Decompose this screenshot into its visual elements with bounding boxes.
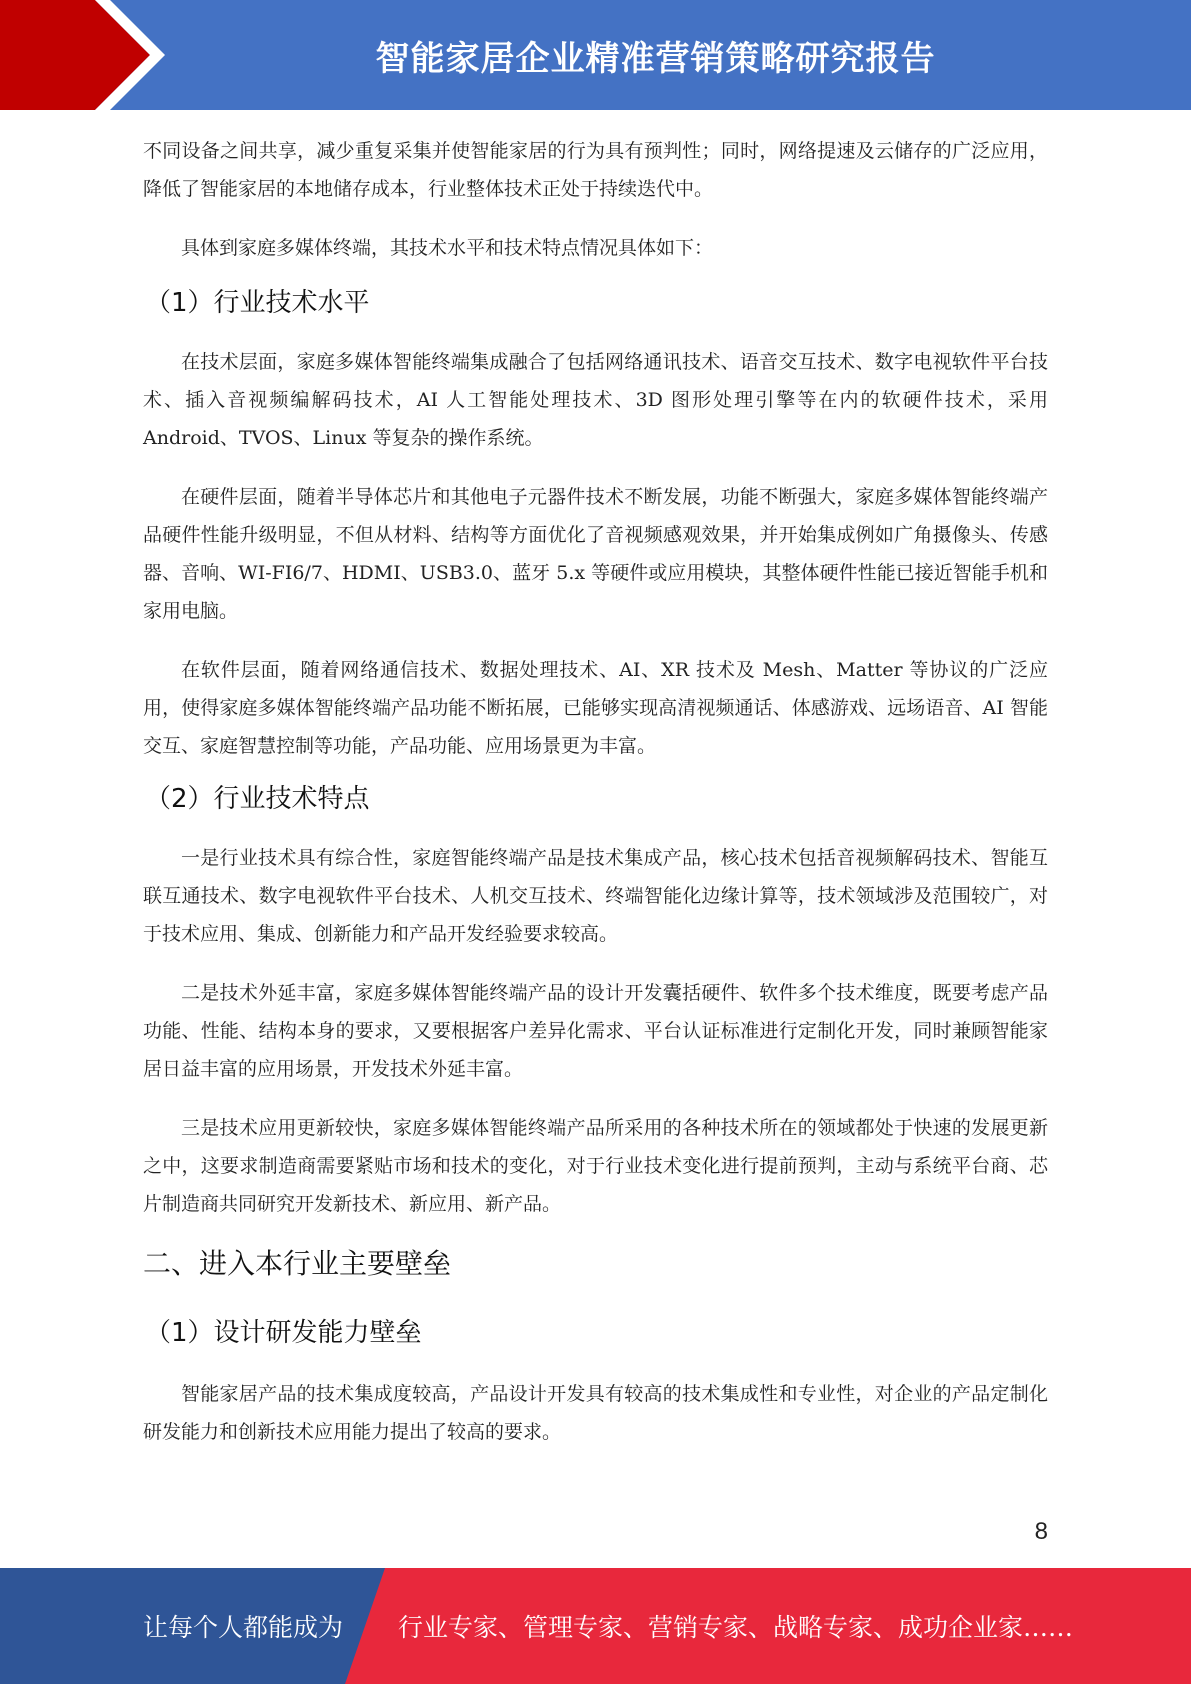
footer-slogan-right: 行业专家、管理专家、营销专家、战略专家、成功企业家…… [398, 1613, 1074, 1642]
paragraph: 三是技术应用更新较快，家庭多媒体智能终端产品所采用的各种技术所在的领域都处于快速的发展更新之中，这要求制造商需要紧贴市场和技术的变化，对于行业技术变化进行提前预判，主动与系统平台商、芯片制造商共同研究开发新技术、新应用、新产品。 [143, 1117, 1048, 1215]
paragraph: 具体到家庭多媒体终端，其技术水平和技术特点情况具体如下： [181, 237, 714, 259]
page-number: 8 [1034, 1518, 1048, 1545]
paragraph: 智能家居产品的技术集成度较高，产品设计开发具有较高的技术集成性和专业性，对企业的产品定制化研发能力和创新技术应用能力提出了较高的要求。 [143, 1383, 1048, 1443]
report-title: 智能家居企业精准营销策略研究报告 [375, 38, 936, 79]
page-header [0, 0, 1191, 110]
paragraph: 在技术层面，家庭多媒体智能终端集成融合了包括网络通讯技术、语音交互技术、数字电视软件平台技术、插入音视频编解码技术，AI 人工智能处理技术、3D 图形处理引擎等在内的软硬件技术，采用 Android、TVOS、Linux 等复杂的操作系统。 [143, 351, 1048, 449]
section-heading: （2）行业技术特点 [145, 784, 370, 814]
document-body [143, 132, 1048, 1451]
paragraph: 一是行业技术具有综合性，家庭智能终端产品是技术集成产品，核心技术包括音视频解码技术、智能互联互通技术、数字电视软件平台技术、人机交互技术、终端智能化边缘计算等，技术领域涉及范围较广，对于技术应用、集成、创新能力和产品开发经验要求较高。 [143, 847, 1048, 945]
section-heading: （1）设计研发能力壁垒 [145, 1318, 422, 1348]
paragraph: 不同设备之间共享，减少重复采集并使智能家居的行为具有预判性；同时，网络提速及云储存的广泛应用，降低了智能家居的本地储存成本，行业整体技术正处于持续迭代中。 [143, 140, 1048, 200]
paragraph: 二是技术外延丰富，家庭多媒体智能终端产品的设计开发囊括硬件、软件多个技术维度，既要考虑产品功能、性能、结构本身的要求，又要根据客户差异化需求、平台认证标准进行定制化开发，同时兼顾智能家居日益丰富的应用场景，开发技术外延丰富。 [143, 982, 1048, 1080]
paragraph: 在硬件层面，随着半导体芯片和其他电子元器件技术不断发展，功能不断强大，家庭多媒体智能终端产品硬件性能升级明显，不但从材料、结构等方面优化了音视频感观效果，并开始集成例如广角摄像头、传感器、音响、WI-FI6/7、HDMI、USB3.0、蓝牙 5.x 等硬件或应用模块，其整体硬件性能已接近智能手机和家用电脑。 [143, 486, 1048, 622]
chapter-heading: 二、进入本行业主要壁垒 [143, 1247, 452, 1280]
paragraph: 在软件层面，随着网络通信技术、数据处理技术、AI、XR 技术及 Mesh、Matter 等协议的广泛应用，使得家庭多媒体智能终端产品功能不断拓展，已能够实现高清视频通话、体感游戏、远场语音、AI 智能交互、家庭智慧控制等功能，产品功能、应用场景更为丰富。 [143, 659, 1048, 757]
section-heading: （1）行业技术水平 [145, 288, 370, 318]
page-footer [0, 1568, 1191, 1684]
footer-slogan-left: 让每个人都能成为 [143, 1613, 344, 1642]
